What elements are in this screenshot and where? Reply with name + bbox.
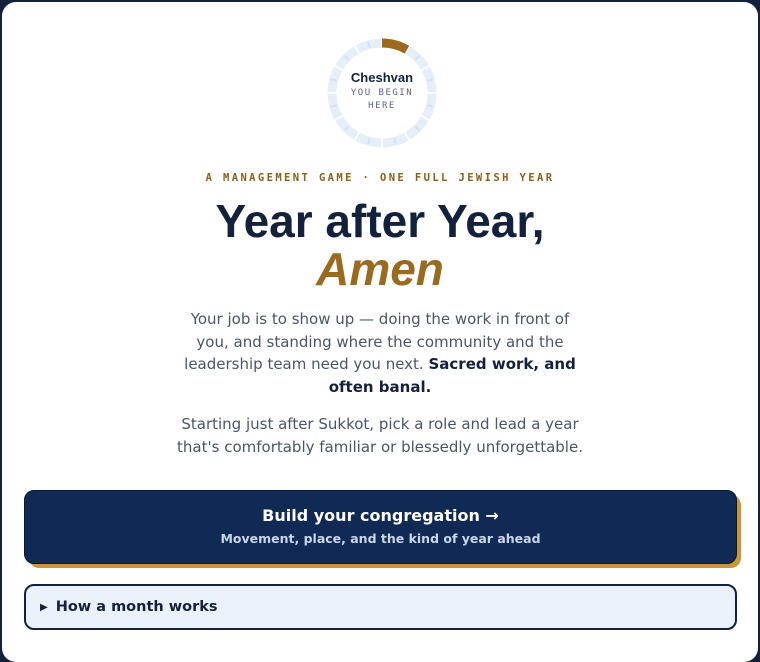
title-line-2: Amen bbox=[316, 243, 444, 295]
title-line-1: Year after Year, bbox=[215, 195, 545, 247]
cta-sublabel: Movement, place, and the kind of year ahead bbox=[220, 531, 541, 546]
kicker-text: A MANAGEMENT GAME · ONE FULL JEWISH YEAR bbox=[205, 172, 555, 184]
intro-paragraph bbox=[174, 308, 586, 398]
intro-card bbox=[2, 2, 758, 662]
current-month: Cheshvan bbox=[350, 69, 414, 85]
details-label: How a month works bbox=[55, 599, 218, 615]
page-title bbox=[2, 197, 758, 293]
intro-emphasis: Sacred work, and often banal. bbox=[328, 355, 576, 396]
month-dial bbox=[324, 35, 440, 151]
how-month-works-toggle[interactable] bbox=[24, 584, 737, 630]
build-congregation-button[interactable] bbox=[24, 490, 737, 564]
month-subtitle: YOU BEGIN HERE bbox=[350, 87, 414, 111]
triangle-right-icon: ▶ bbox=[40, 601, 48, 613]
intro-paragraph-2: Starting just after Sukkot, pick a role and lead a year that's comfortably familiar or blessedly unforgettable. bbox=[177, 415, 583, 456]
intro-text: Your job is to show up — doing the work in front of you, and standing where the community and the leadership team need you next. bbox=[184, 310, 570, 373]
cta-label: Build your congregation → bbox=[262, 506, 499, 525]
